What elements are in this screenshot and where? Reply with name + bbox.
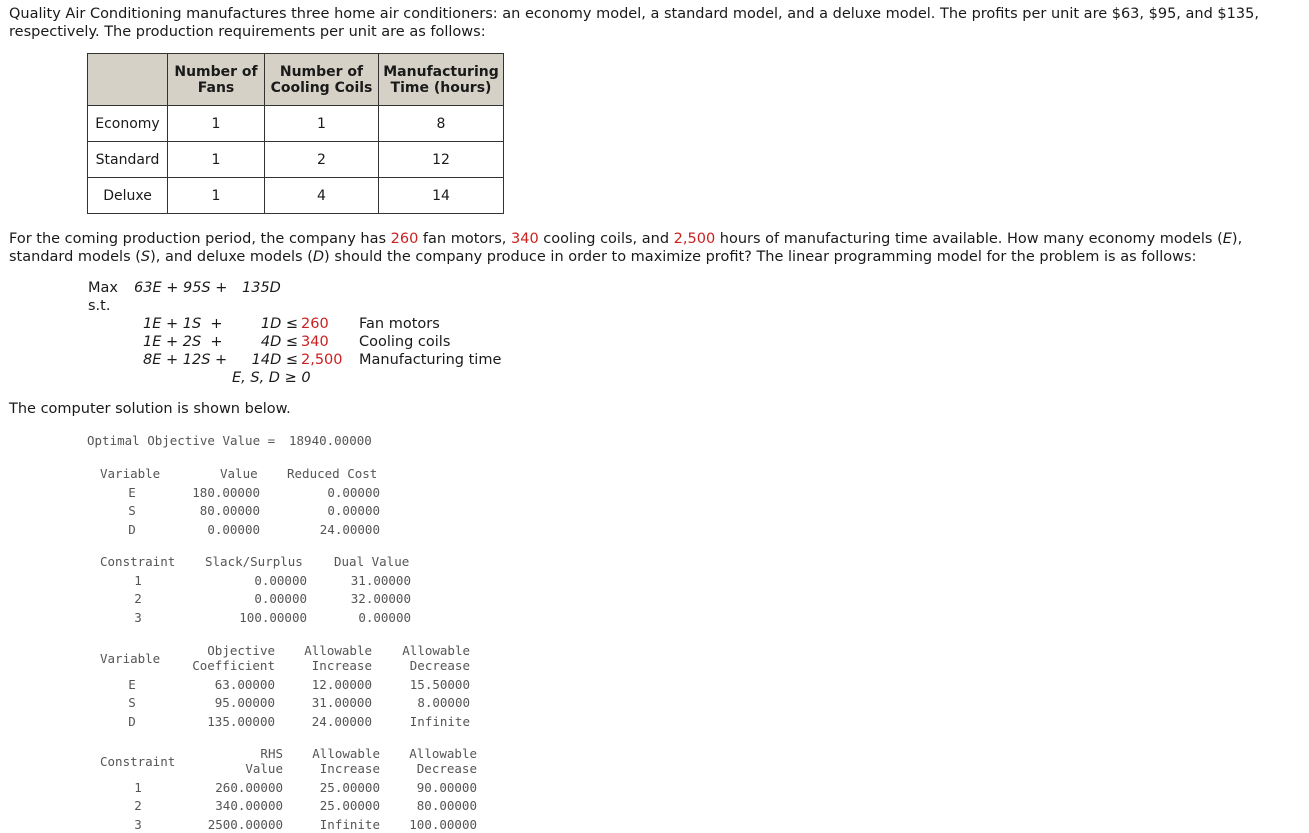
list-item: 2 xyxy=(134,591,142,606)
rhsrange-header-decrease: Decrease xyxy=(416,761,477,776)
objective-function: 63E + 95S + xyxy=(134,280,233,296)
table-cell: 1 xyxy=(265,106,379,142)
table-cell: Deluxe xyxy=(88,178,168,214)
table-cell: 1 xyxy=(168,178,265,214)
list-item: 63.00000 xyxy=(214,677,275,692)
table-cell: 8 xyxy=(379,106,504,142)
rhsrange-header-allow-inc: Allowable xyxy=(312,746,380,761)
cooling-coils-value: 340 xyxy=(511,231,539,247)
constraints-header-dual: Dual Value xyxy=(334,554,410,569)
constraint-lhs: 8E + 12S + xyxy=(143,352,228,368)
table-header-row xyxy=(88,54,504,106)
variables-header-reduced-cost: Reduced Cost xyxy=(287,466,378,481)
problem-paragraph: For the coming production period, the company has 260 fan motors, 340 cooling coils, and 2,500 hours of manufacturing time available. How many economy models (E), standard models (S), and deluxe models (D) should the company produce in order to maximize profit? The linear programming model for the problem is as follows: xyxy=(9,231,1243,265)
table-row xyxy=(88,142,504,178)
table-cell: 12 xyxy=(379,142,504,178)
list-item: 260.00000 xyxy=(215,780,283,795)
objrange-header-variable: Variable xyxy=(100,651,161,666)
list-item: 2500.00000 xyxy=(207,817,283,832)
objrange-header-increase: Increase xyxy=(311,658,372,673)
max-label: Max xyxy=(88,280,118,296)
rhsrange-header-value: Value xyxy=(245,761,283,776)
table-cell: 1 xyxy=(168,142,265,178)
list-item: 100.00000 xyxy=(409,817,477,832)
list-item: 8.00000 xyxy=(417,695,470,710)
table-row xyxy=(88,178,504,214)
list-item: 25.00000 xyxy=(319,780,380,795)
list-item: 15.50000 xyxy=(409,677,470,692)
constraint-lhs: 1E + 1S + xyxy=(143,316,223,332)
list-item: 31.00000 xyxy=(350,573,411,588)
table-cell: 4 xyxy=(265,178,379,214)
objrange-header-decrease: Decrease xyxy=(409,658,470,673)
table-cell: 14 xyxy=(379,178,504,214)
list-item: D xyxy=(128,522,136,537)
objrange-header-objective: Objective xyxy=(207,643,275,658)
objrange-header-coefficient: Coefficient xyxy=(192,658,275,673)
table-header-coils: Number of Cooling Coils xyxy=(265,54,379,106)
list-item: 0.00000 xyxy=(254,591,307,606)
list-item: 80.00000 xyxy=(199,503,260,518)
list-item: 95.00000 xyxy=(214,695,275,710)
manufacturing-time-value: 2,500 xyxy=(673,231,716,247)
table-cell: 1 xyxy=(168,106,265,142)
list-item: 0.00000 xyxy=(327,503,380,518)
constraint-lhs: 1E + 2S + xyxy=(143,334,223,350)
constraints-header-slack: Slack/Surplus xyxy=(205,554,303,569)
list-item: S xyxy=(128,503,136,518)
variables-header-variable: Variable xyxy=(100,466,161,481)
list-item: 0.00000 xyxy=(254,573,307,588)
list-item: 24.00000 xyxy=(319,522,380,537)
list-item: 1 xyxy=(134,780,142,795)
production-requirements-table xyxy=(87,53,504,214)
table-row xyxy=(88,106,504,142)
table-cell: 2 xyxy=(265,142,379,178)
constraint-coef: 4D ≤ xyxy=(260,334,298,350)
list-item: Infinite xyxy=(409,714,470,729)
objrange-header-allow-inc: Allowable xyxy=(304,643,372,658)
list-item: 100.00000 xyxy=(239,610,307,625)
list-item: 3 xyxy=(134,817,142,832)
constraint-coef: 14D ≤ xyxy=(251,352,298,368)
rhsrange-header-constraint: Constraint xyxy=(100,754,176,769)
constraint-rhs: 260 xyxy=(301,316,329,332)
constraint-coef: 1D ≤ xyxy=(260,316,298,332)
list-item: E xyxy=(128,677,136,692)
table-header-fans: Number of Fans xyxy=(168,54,265,106)
rhsrange-header-increase: Increase xyxy=(319,761,380,776)
list-item: 31.00000 xyxy=(311,695,372,710)
list-item: 2 xyxy=(134,798,142,813)
list-item: 0.00000 xyxy=(207,522,260,537)
list-item: 0.00000 xyxy=(358,610,411,625)
list-item: D xyxy=(128,714,136,729)
table-header-blank xyxy=(88,54,168,106)
list-item: E xyxy=(128,485,136,500)
st-label: s.t. xyxy=(88,298,111,314)
list-item: 180.00000 xyxy=(192,485,260,500)
list-item: 1 xyxy=(134,573,142,588)
variables-header-value: Value xyxy=(220,466,258,481)
list-item: 90.00000 xyxy=(416,780,477,795)
list-item: 340.00000 xyxy=(215,798,283,813)
list-item: 25.00000 xyxy=(319,798,380,813)
list-item: 80.00000 xyxy=(416,798,477,813)
fan-motors-value: 260 xyxy=(390,231,419,247)
list-item: 3 xyxy=(134,610,142,625)
intro-paragraph: Quality Air Conditioning manufactures three home air conditioners: an economy model, a standard model, and a deluxe model. The profits per unit are $63, $95, and $135, respectively. The production requirements per unit are as follows: xyxy=(9,6,1259,40)
list-item: S xyxy=(128,695,136,710)
objective-value-label: Optimal Objective Value = xyxy=(87,433,276,448)
objrange-header-allow-dec: Allowable xyxy=(402,643,470,658)
constraint-label: Fan motors xyxy=(359,316,440,332)
constraint-rhs: 340 xyxy=(301,334,329,350)
table-cell: Economy xyxy=(88,106,168,142)
computer-solution-text: The computer solution is shown below. xyxy=(9,401,291,417)
list-item: 24.00000 xyxy=(311,714,372,729)
constraint-label: Cooling coils xyxy=(359,334,451,350)
list-item: 135.00000 xyxy=(207,714,275,729)
list-item: 0.00000 xyxy=(327,485,380,500)
rhsrange-header-rhs: RHS xyxy=(260,746,283,761)
list-item: Infinite xyxy=(319,817,380,832)
objective-value: 18940.00000 xyxy=(289,433,372,448)
nonnegativity: E, S, D ≥ 0 xyxy=(232,370,311,386)
list-item: 12.00000 xyxy=(311,677,372,692)
constraint-label: Manufacturing time xyxy=(359,352,502,368)
rhsrange-header-allow-dec: Allowable xyxy=(409,746,477,761)
constraints-header-constraint: Constraint xyxy=(100,554,176,569)
constraint-rhs: 2,500 xyxy=(301,352,343,368)
list-item: 32.00000 xyxy=(350,591,411,606)
table-cell: Standard xyxy=(88,142,168,178)
objective-function-d: 135D xyxy=(242,280,281,296)
table-header-time: Manufacturing Time (hours) xyxy=(379,54,504,106)
